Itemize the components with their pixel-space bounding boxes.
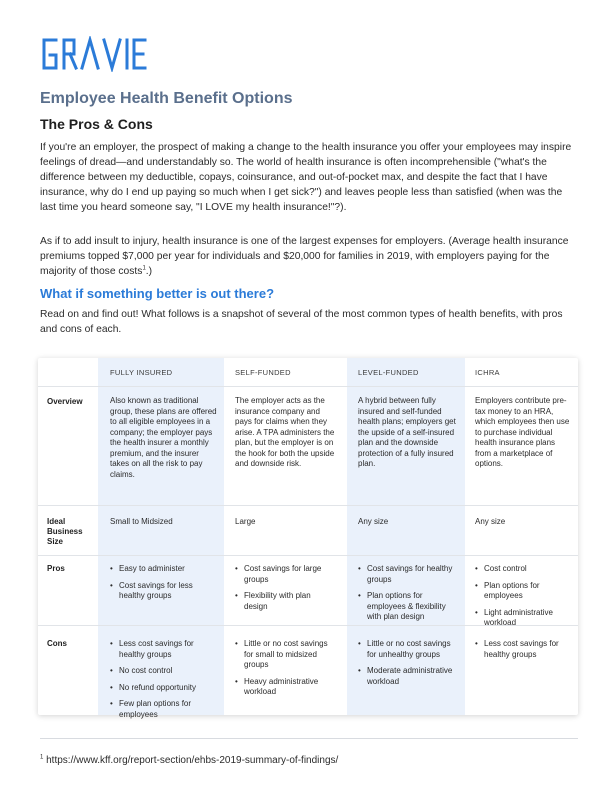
cons-ichra [475,639,569,666]
size-level-funded: Any size [358,517,389,526]
list-item: • Heavy administrative workload [235,677,335,698]
list-item: • Less cost savings for healthy groups [110,639,216,660]
row-label-cons: Cons [47,639,67,648]
row-label-pros: Pros [47,564,65,573]
gravie-logo [40,36,148,72]
header-fully-insured: FULLY INSURED [110,368,173,377]
list-item: • Less cost savings for healthy groups [475,639,569,660]
row-divider [38,505,578,506]
overview-ichra: Employers contribute pre-tax money to an HRA, which employees then use to purchase individual health insurance plans from a marketplace of options. [475,396,570,468]
list-item: • Few plan options for employees [110,699,216,720]
size-self-funded: Large [235,517,256,526]
list-item: • Little or no cost savings for unhealthy groups [358,639,458,660]
list-item: • Plan options for employees [475,581,569,602]
snapshot-paragraph: Read on and find out! What follows is a snapshot of several of the most common types of health benefits, with pros and cons of each. [40,309,563,335]
list-item: • No cost control [110,666,216,677]
footnote [40,755,338,766]
cost-paragraph-text: As if to add insult to injury, health insurance is one of the largest expenses for employers. (Average health insurance premiums topped $7,000 per year for individuals and $20,000 for families in 2019, with employers paying for the majority of those costs [40,236,569,277]
section-heading: What if something better is out there? [40,286,275,301]
list-item: • Cost savings for less healthy groups [110,581,216,602]
list-item: • Little or no cost savings for small to midsized groups [235,639,335,671]
size-fully-insured: Small to Midsized [110,517,173,526]
row-label-overview: Overview [47,397,83,406]
list-item: • Cost savings for healthy groups [358,564,458,585]
intro-paragraph: If you're an employer, the prospect of making a change to the health insurance you offer your employees may inspire feelings of dread—and understandably so. The world of health insurance is often incomprehensible ("what's the difference between my deductible, copays, coinsurance, and out-of-pocket max, and despite the fact that I have insurance, why do I end up paying so much when I get sick?") and leaves people less than satisfied (when was the last time you heard someone say, "I LOVE my health insurance!"?). [40,142,572,213]
header-ichra: ICHRA [475,368,500,377]
pros-fully-insured [110,564,216,608]
header-level-funded: LEVEL-FUNDED [358,368,419,377]
cons-self-funded [235,639,335,704]
list-item: • Cost control [475,564,569,575]
row-divider [38,555,578,556]
pros-ichra [475,564,569,635]
header-self-funded: SELF-FUNDED [235,368,291,377]
footnote-number: 1 [40,754,44,761]
list-item: • Easy to administer [110,564,216,575]
row-label-business-size: Ideal Business Size [47,517,83,546]
list-item: • Flexibility with plan design [235,591,335,612]
cons-fully-insured [110,639,216,726]
footnote-ref: 1 [142,265,146,272]
pros-level-funded [358,564,458,629]
list-item: • No refund opportunity [110,683,216,694]
list-item: • Cost savings for large groups [235,564,335,585]
size-ichra: Any size [475,517,506,526]
page-subtitle: The Pros & Cons [40,116,153,132]
overview-fully-insured: Also known as traditional group, these plans are offered to all eligible employees in a company; the employer pays the health insurer a monthly premium, and the insurer takes on all the risk to pay claims. [110,396,217,479]
page-title: Employee Health Benefit Options [40,90,293,107]
gravie-logo-mark [40,36,148,72]
pros-self-funded [235,564,335,618]
comparison-table [38,358,578,719]
overview-level-funded: A hybrid between fully insured and self-funded health plans; employers get the upside of a self-insured plan and the downside protection of a fully insured plan. [358,396,456,468]
list-item: • Plan options for employees & flexibility with plan design [358,591,458,623]
overview-self-funded: The employer acts as the insurance company and pays for claims when they arise. A TPA administers the plan, but the employer is on the hook for both the upside and downside risk. [235,396,335,468]
row-divider [38,386,578,387]
cost-paragraph [40,234,574,279]
cons-level-funded [358,639,458,693]
list-item: • Light administrative workload [475,608,569,629]
cost-paragraph-end: .) [145,266,153,277]
footnote-divider [40,738,578,739]
list-item: • Moderate administrative workload [358,666,458,687]
footnote-link[interactable]: https://www.kff.org/report-section/ehbs-2019-summary-of-findings/ [46,755,339,766]
